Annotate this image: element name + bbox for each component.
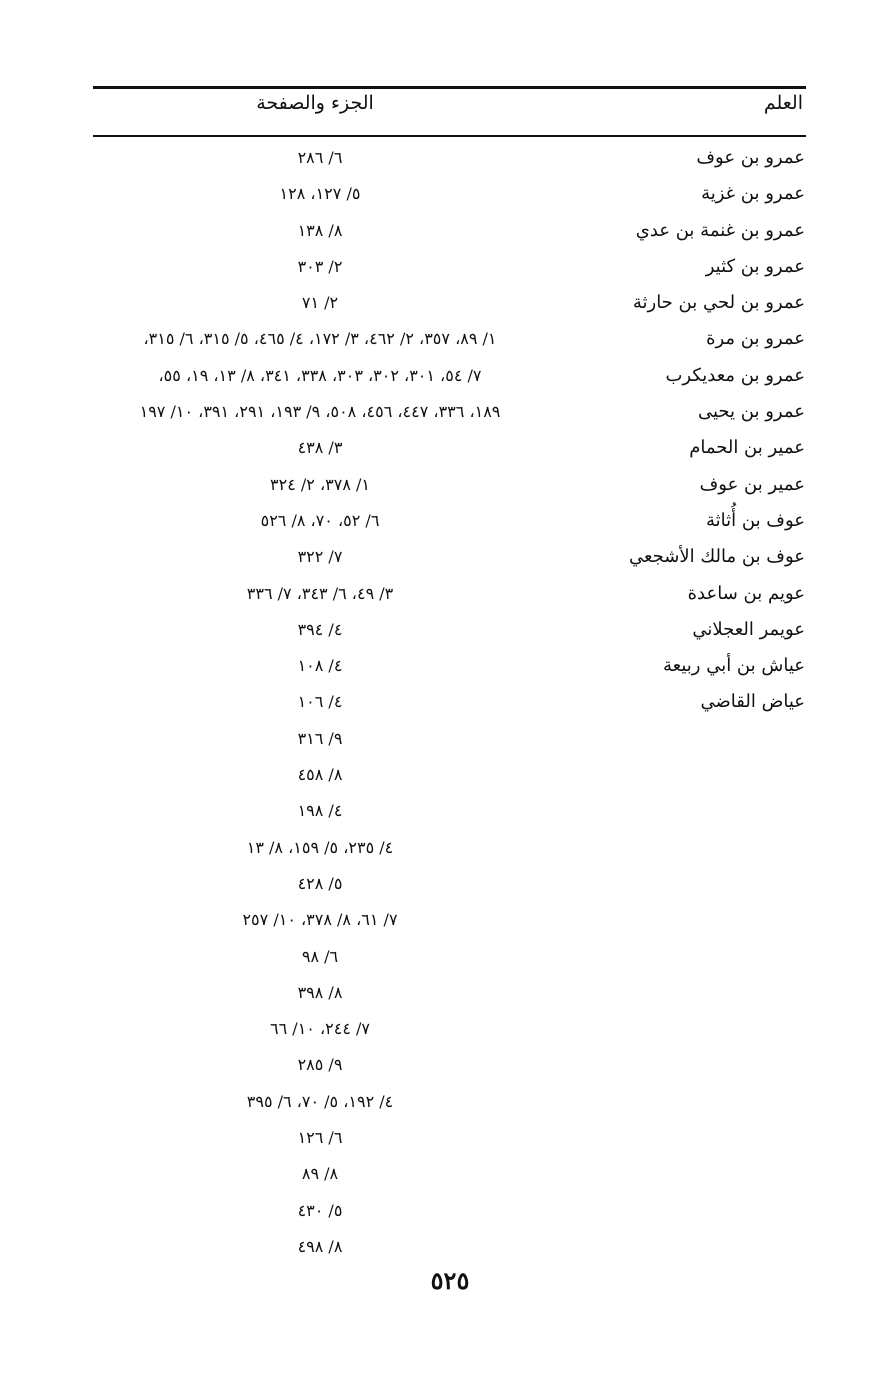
name-entry: عمرو بن يحيى: [698, 401, 805, 423]
page-number: ٥٢٥: [430, 1266, 470, 1295]
reference-entry: ٦/ ٩٨: [301, 946, 339, 966]
reference-entry: ٧/ ٥٤، ٣٠١، ٣٠٢، ٣٠٣، ٣٣٨، ٣٤١، ٨/ ١٣، ١٩، ٥٥،: [158, 365, 482, 385]
name-entry: عمرو بن مرة: [706, 328, 805, 350]
name-entry: عوف بن مالك الأشجعي: [628, 546, 805, 568]
name-entry: عياض القاضي: [700, 691, 805, 713]
column-header-volume-page: الجزء والصفحة: [256, 92, 374, 114]
name-entry: عمرو بن عوف: [696, 147, 805, 168]
reference-entry: ٢/ ٧١: [301, 293, 339, 313]
reference-entry: ٥/ ١٢٧، ١٢٨: [279, 184, 361, 204]
reference-entry: ٤/ ١٩٨: [297, 801, 343, 821]
reference-entry: ٣/ ٤٩، ٦/ ٣٤٣، ٧/ ٣٣٦: [246, 583, 394, 603]
column-header-name: العلم: [763, 92, 803, 114]
name-entry: عويمر العجلاني: [692, 618, 805, 640]
reference-entry: ٩/ ٣١٦: [297, 728, 343, 748]
reference-entry: ٨/ ٣٩٨: [297, 982, 343, 1002]
reference-entry: ٧/ ٦١، ٨/ ٣٧٨، ١٠/ ٢٥٧: [242, 910, 398, 930]
reference-entry: ٦/ ٢٨٦: [297, 148, 343, 167]
reference-entry: ٤/ ٣٩٤: [297, 619, 343, 639]
reference-entry: ١٨٩، ٣٣٦، ٤٤٧، ٤٥٦، ٥٠٨، ٩/ ١٩٣، ٢٩١، ٣٩١، ١٠/ ١٩٧: [139, 402, 501, 422]
reference-entry: ٨/ ٤٥٨: [297, 765, 343, 785]
reference-entry: ٩/ ٢٨٥: [297, 1055, 343, 1075]
reference-entry: ١/ ٣٧٨، ٢/ ٣٢٤: [270, 474, 370, 494]
name-entry: عمرو بن غزية: [701, 183, 805, 205]
reference-entry: ٨/ ٨٩: [301, 1164, 339, 1184]
reference-entry: ٤/ ١٠٦: [297, 692, 343, 712]
name-entry: عمرو بن غنمة بن عدي: [635, 219, 805, 241]
name-entry: عمرو بن معديكرب: [665, 364, 805, 386]
reference-entry: ٦/ ٥٢، ٧٠، ٨/ ٥٢٦: [260, 510, 380, 530]
reference-entry: ٤/ ١٠٨: [297, 656, 343, 676]
name-entry: عمرو بن لحي بن حارثة: [632, 292, 805, 314]
header-top-rule: [93, 86, 806, 89]
reference-entry: ٨/ ٤٩٨: [297, 1236, 343, 1256]
name-entry: عمير بن عوف: [699, 473, 805, 495]
reference-entry: ٧/ ٢٤٤، ١٠/ ٦٦: [270, 1019, 370, 1039]
reference-entry: ١/ ٨٩، ٣٥٧، ٢/ ٤٦٢، ٣/ ١٧٢، ٤/ ٤٦٥، ٥/ ٣١٥، ٦/ ٣١٥،: [143, 329, 497, 349]
reference-entry: ٤/ ٢٣٥، ٥/ ١٥٩، ٨/ ١٣: [246, 837, 394, 857]
name-entry: عويم بن ساعدة: [687, 582, 805, 604]
reference-entry: ٣/ ٤٣٨: [297, 438, 343, 458]
reference-entry: ٦/ ١٢٦: [297, 1128, 343, 1148]
references-column: [90, 140, 550, 1265]
reference-entry: ٧/ ٣٢٢: [297, 547, 343, 567]
name-entry: عمير بن الحمام: [689, 437, 805, 459]
reference-entry: ٨/ ١٣٨: [297, 220, 343, 240]
name-entry: عياش بن أبي ربيعة: [663, 655, 805, 677]
reference-entry: ٥/ ٤٣٠: [297, 1200, 343, 1220]
header-bottom-rule: [93, 135, 806, 137]
name-entry: عمرو بن كثير: [705, 255, 805, 277]
reference-entry: ٥/ ٤٢٨: [297, 873, 343, 893]
reference-entry: ٢/ ٣٠٣: [297, 256, 343, 276]
reference-entry: ٤/ ١٩٢، ٥/ ٧٠، ٦/ ٣٩٥: [246, 1091, 394, 1111]
name-entry: عوف بن أُثاثة: [705, 509, 805, 531]
